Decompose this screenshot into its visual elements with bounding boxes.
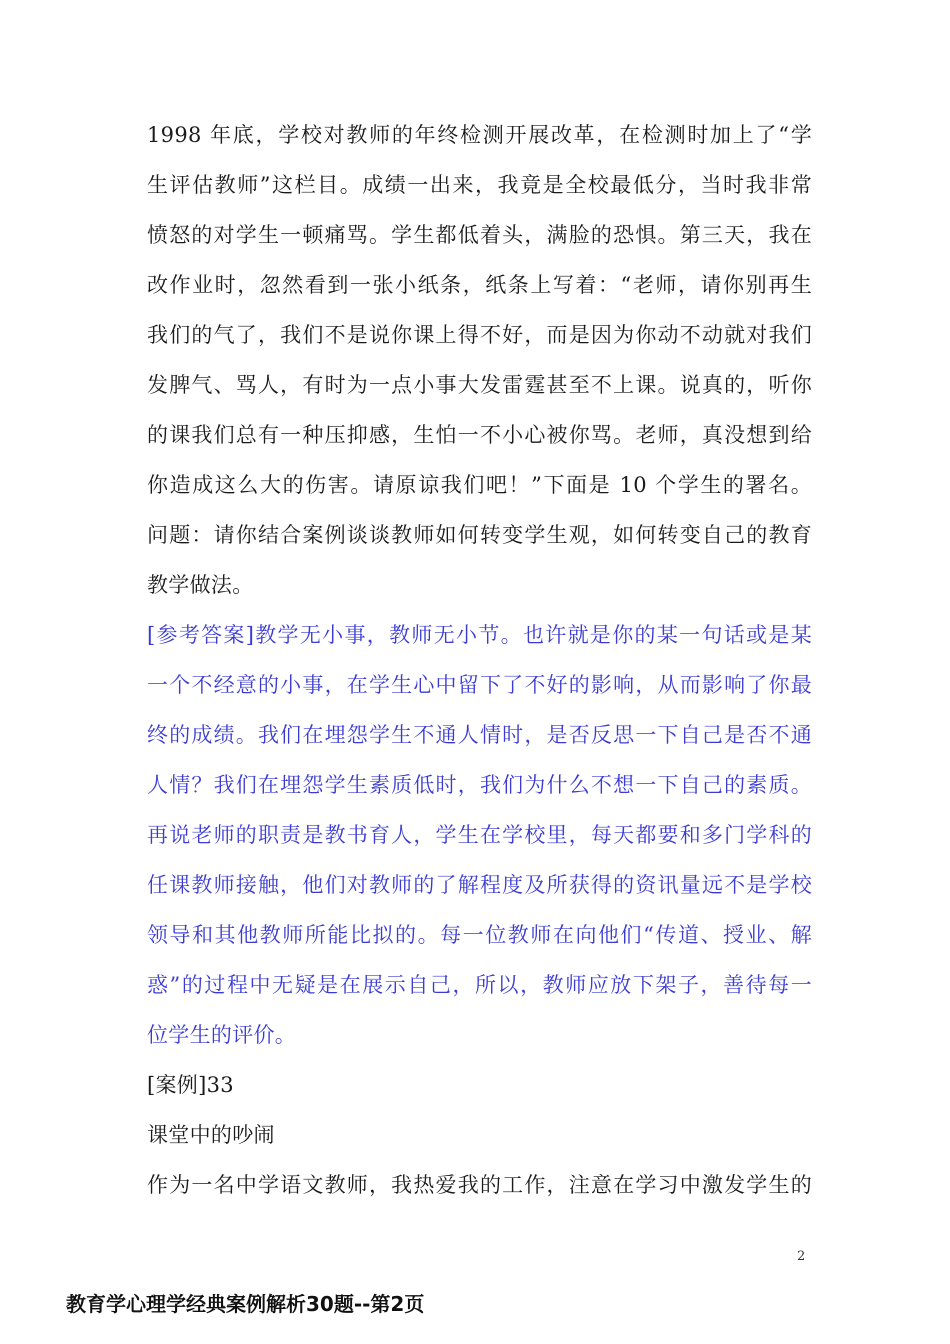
next-case-line: 作为一名中学语文教师，我热爱我的工作，注意在学习中激发学生的: [147, 1173, 812, 1197]
story-line: 1998 年底，学校对教师的年终检测开展改革，在检测时加上了“学: [147, 123, 812, 147]
story-line: 的课我们总有一种压抑感，生怕一不小心被你骂。老师，真没想到给: [147, 423, 812, 447]
story-line: 我们的气了，我们不是说你课上得不好，而是因为你动不动就对我们: [147, 323, 812, 347]
answer-line: 一个不经意的小事，在学生心中留下了不好的影响，从而影响了你最: [147, 673, 812, 697]
answer-line: 人情？我们在埋怨学生素质低时，我们为什么不想一下自己的素质。: [147, 773, 812, 797]
answer-line: 位学生的评价。: [147, 1023, 297, 1047]
answer-line: 领导和其他教师所能比拟的。每一位教师在向他们“传道、授业、解: [147, 923, 812, 947]
answer-line: 任课教师接触，他们对教师的了解程度及所获得的资讯量远不是学校: [147, 873, 812, 897]
question-line: 教学做法。: [147, 573, 254, 597]
case-title: 课堂中的吵闹: [147, 1123, 275, 1147]
document-body: [147, 110, 812, 1210]
story-line: 改作业时，忽然看到一张小纸条，纸条上写着：“老师，请你别再生: [147, 273, 812, 297]
page-number: 2: [797, 1249, 806, 1264]
answer-line: [参考答案]教学无小事，教师无小节。也许就是你的某一句话或是某: [147, 623, 812, 647]
story-line: 你造成这么大的伤害。请原谅我们吧！”下面是 10 个学生的署名。: [147, 473, 812, 497]
story-line: 愤怒的对学生一顿痛骂。学生都低着头，满脸的恐惧。第三天，我在: [147, 223, 812, 247]
story-line: 发脾气、骂人，有时为一点小事大发雷霆甚至不上课。说真的，听你: [147, 373, 812, 397]
story-line: 生评估教师”这栏目。成绩一出来，我竟是全校最低分，当时我非常: [147, 173, 812, 197]
case-label: [案例]33: [147, 1073, 234, 1097]
footer-title: 教育学心理学经典案例解析30题--第2页: [66, 1292, 425, 1316]
question-line: 问题：请你结合案例谈谈教师如何转变学生观，如何转变自己的教育: [147, 523, 812, 547]
answer-line: 惑”的过程中无疑是在展示自己，所以，教师应放下架子，善待每一: [147, 973, 812, 997]
answer-line: 终的成绩。我们在埋怨学生不通人情时，是否反思一下自己是否不通: [147, 723, 812, 747]
answer-line: 再说老师的职责是教书育人，学生在学校里，每天都要和多门学科的: [147, 823, 812, 847]
